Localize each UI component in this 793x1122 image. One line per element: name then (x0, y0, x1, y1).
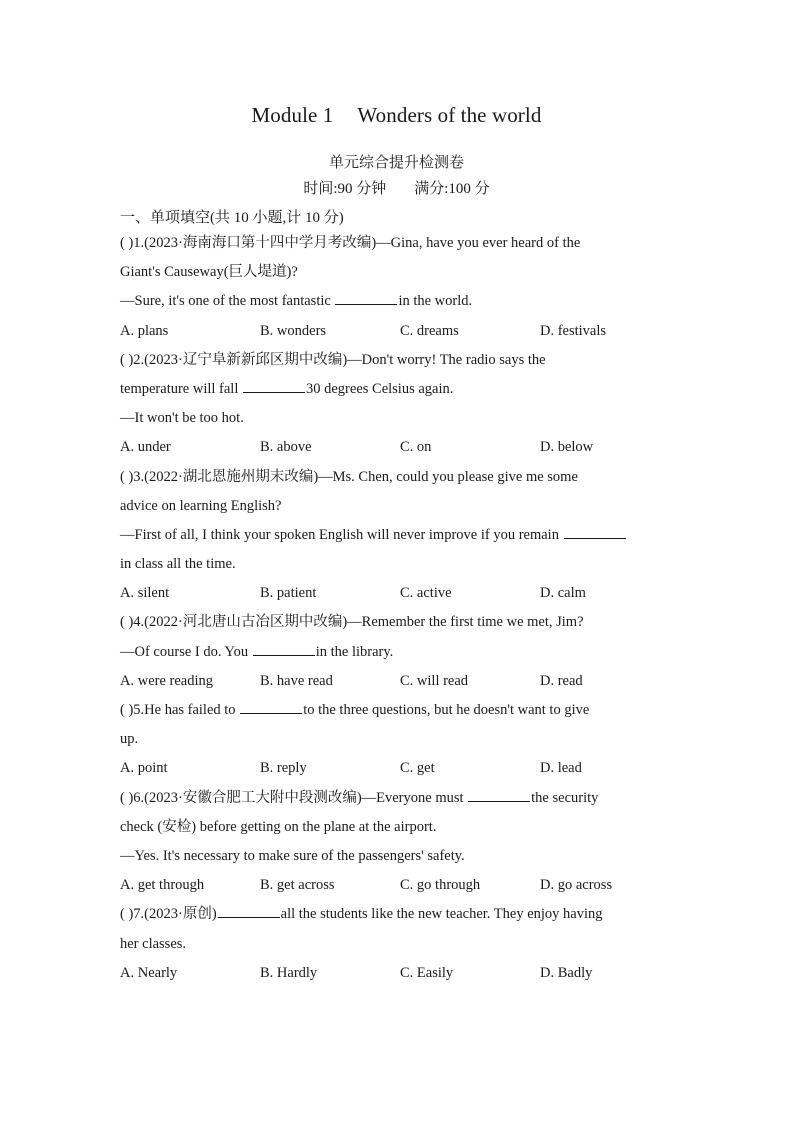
answer-blank (253, 654, 315, 656)
option-a: A. under (120, 439, 171, 456)
answer-options (120, 317, 680, 346)
question-stem: —Yes. It's necessary to make sure of the passengers' safety. (120, 847, 465, 864)
question-stem: ( )4.(2022·河北唐山古冶区期中改编)—Remember the first time we met, Jim? (120, 614, 584, 631)
section-heading: 一、单项填空(共 10 小题,计 10 分) (120, 210, 344, 226)
option-a: A. get through (120, 877, 205, 894)
option-a: A. were reading (120, 672, 213, 689)
option-b: B. get across (260, 877, 335, 894)
option-d: D. below (540, 439, 594, 456)
question-stem: —Of course I do. You in the library. (120, 643, 394, 660)
question-stem: check (安检) before getting on the plane at the airport. (120, 818, 437, 835)
option-c: C. active (400, 585, 452, 602)
module-title: Wonders of the world (357, 103, 542, 127)
answer-options (120, 433, 680, 462)
question-4 (120, 608, 680, 696)
question-stem: in class all the time. (120, 556, 236, 573)
question-2 (120, 346, 680, 463)
question-stem: ( )2.(2023·辽宁阜新新邱区期中改编)—Don't worry! The radio says the (120, 351, 546, 368)
option-c: C. get (400, 760, 435, 777)
answer-options (120, 871, 680, 900)
question-stem: —It won't be too hot. (120, 410, 244, 427)
question-stem: —First of all, I think your spoken English will never improve if you remain (120, 521, 680, 550)
option-d: D. calm (540, 585, 586, 602)
question-stem: ( )7.(2023·原创) all the students like the new teacher. They enjoy having (120, 906, 603, 923)
option-d: D. go across (540, 877, 613, 894)
exam-time: 时间:90 分钟 (303, 181, 387, 197)
option-d: D. read (540, 672, 583, 689)
option-c: C. will read (400, 672, 469, 689)
option-c: C. on (400, 439, 432, 456)
answer-blank (218, 916, 280, 918)
option-d: D. Badly (540, 964, 593, 981)
option-a: A. plans (120, 322, 169, 339)
question-stem: temperature will fall 30 degrees Celsius again. (120, 380, 454, 397)
option-b: B. wonders (260, 322, 327, 339)
option-a: A. silent (120, 585, 170, 602)
option-c: C. dreams (400, 322, 459, 339)
option-b: B. Hardly (260, 964, 318, 981)
option-d: D. lead (540, 760, 582, 777)
question-stem: ( )5.He has failed to to the three questions, but he doesn't want to give (120, 702, 590, 718)
option-b: B. above (260, 439, 312, 456)
question-stem: ( )6.(2023·安徽合肥工大附中段测改编)—Everyone must the security (120, 789, 599, 806)
page-subtitle: 单元综合提升检测卷 (328, 155, 464, 171)
question-1 (120, 229, 680, 346)
option-a: A. Nearly (120, 964, 178, 981)
question-stem: her classes. (120, 935, 187, 952)
page-title (0, 103, 793, 128)
exam-score: 满分:100 分 (414, 181, 490, 197)
question-5 (120, 696, 680, 784)
answer-blank (240, 712, 302, 714)
question-stem: ( )3.(2022·湖北恩施州期末改编)—Ms. Chen, could you please give me some (120, 468, 578, 485)
question-stem: —Sure, it's one of the most fantastic in the world. (120, 293, 473, 310)
option-a: A. point (120, 760, 168, 777)
question-stem: ( )1.(2023·海南海口第十四中学月考改编)—Gina, have you ever heard of the (120, 235, 581, 251)
answer-blank (468, 800, 530, 802)
question-stem: up. (120, 731, 139, 748)
question-6 (120, 784, 680, 901)
option-b: B. patient (260, 585, 317, 602)
option-b: B. have read (260, 672, 333, 689)
answer-options (120, 754, 680, 783)
answer-blank (564, 537, 626, 539)
answer-options (120, 579, 680, 608)
answer-blank (335, 303, 397, 305)
question-3 (120, 463, 680, 609)
option-c: C. Easily (400, 964, 454, 981)
question-list (120, 229, 680, 988)
answer-options (120, 959, 680, 988)
question-stem: advice on learning English? (120, 497, 282, 514)
module-label: Module 1 (251, 103, 334, 127)
answer-options (120, 667, 680, 696)
exam-info (0, 177, 793, 198)
option-c: C. go through (400, 877, 481, 894)
option-b: B. reply (260, 760, 307, 777)
question-stem: Giant's Causeway(巨人堤道)? (120, 264, 298, 281)
question-7 (120, 900, 680, 988)
option-d: D. festivals (540, 322, 607, 339)
answer-blank (243, 391, 305, 393)
